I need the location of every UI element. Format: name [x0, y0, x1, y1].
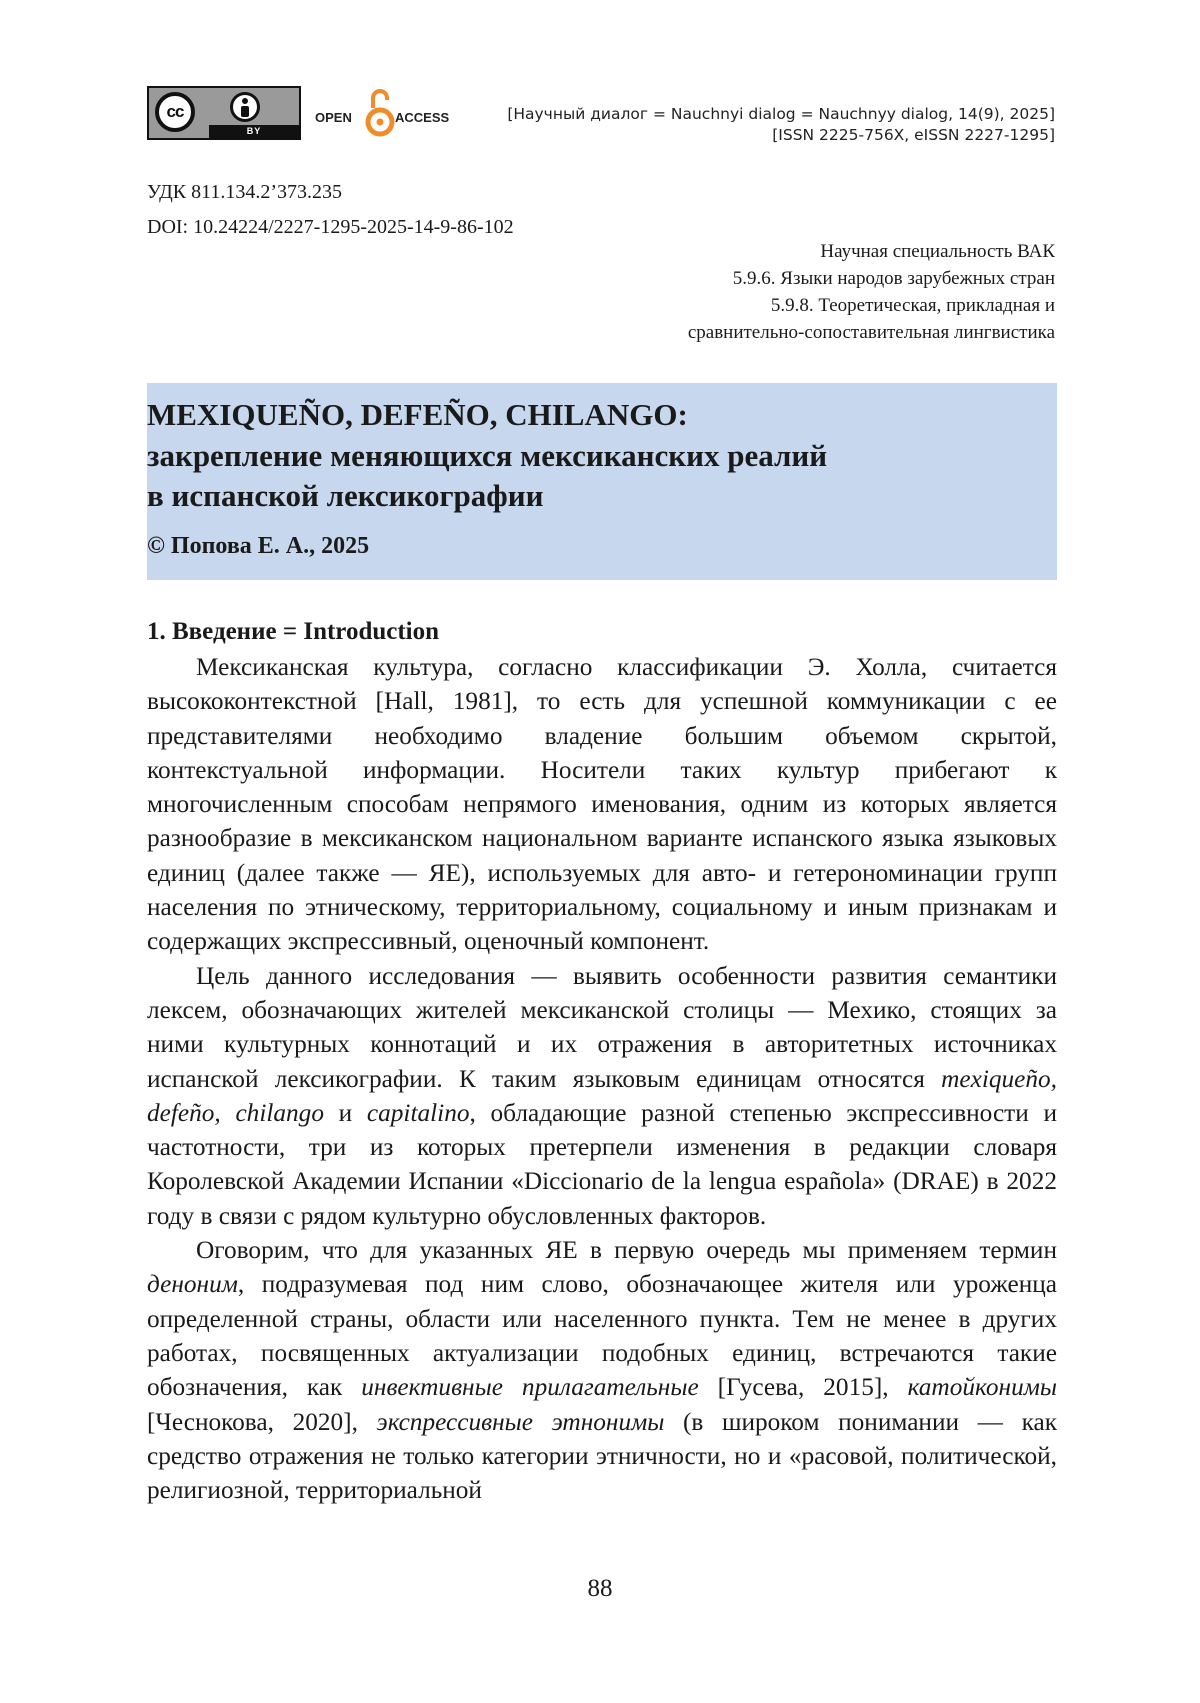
paragraph: Цель данного исследования — выявить особенности развития семантики лексем, обозначающих жителей мексиканской столицы — Мехико, стоящих за ними культурных коннотаций и их отражения в авторитетных источниках испанской лексикографии. К таким языковым единицам относятся mexiqueño, defeño, chilango и capitalino, обладающие разной степенью экспрессивности и частотности, три из которых претерпели изменения в редакции словаря Королевской Академии Испании «Diccionario de la lengua española» (DRAE) в 2022 году в связи с рядом культурно обусловленных факторов.	[147, 961, 1058, 1230]
open-lock-icon	[365, 86, 395, 138]
open-access-access-text: ACCESS	[395, 110, 450, 125]
cc-by-license-icon[interactable]	[147, 86, 301, 140]
article-body	[147, 650, 1057, 1507]
journal-citation	[507, 104, 1055, 146]
page-number: 88	[587, 1575, 613, 1602]
vak-line: 5.9.6. Языки народов зарубежных стран	[732, 268, 1055, 289]
title-block	[147, 383, 1057, 580]
journal-citation-line: [Научный диалог = Nauchnyi dialog = Nauchnyy dialog, 14(9), 2025]	[507, 105, 1055, 123]
vak-line: Научная специальность ВАК	[820, 241, 1055, 262]
paragraph: Мексиканская культура, согласно классификации Э. Холла, считается высококонтекстной [Hall, 1981], то есть для успешной коммуникации с ее представителями необходимо владение большим объемом скрытой, контекстуальной информации. Носители таких культур прибегают к многочисленным способам непрямого именования, одним из которых является разнообразие в мексиканском национальном варианте испанского языка языковых единиц (далее также — ЯЕ), используемых для авто- и гетерономинации групп населения по этническому, территориальному, социальному и иным признакам и содержащих экспрессивный, оценочный компонент.	[147, 653, 1057, 956]
section-heading: 1. Введение = Introduction	[147, 618, 440, 645]
vak-specialty	[688, 238, 1055, 346]
article-title-line: в испанской лексикографии	[147, 478, 544, 513]
open-access-logo[interactable]	[315, 86, 465, 138]
article-title-line: закрепление меняющихся мексиканских реалий	[147, 438, 828, 473]
udk-code: УДК 811.134.2’373.235	[147, 181, 343, 203]
article-title-line: MEXIQUEÑO, DEFEÑO, CHILANGO:	[147, 397, 688, 432]
vak-line: 5.9.8. Теоретическая, прикладная и	[770, 295, 1055, 316]
cc-icon: cc	[155, 92, 195, 132]
paragraph: Оговорим, что для указанных ЯЕ в первую очередь мы применяем термин деноним, подразумевая под ним слово, обозначающее жителя или уроженца определенной страны, области или населенного пункта. Тем не менее в других работах, посвященных актуализации подобных единиц, встречаются такие обозначения, как инвективные прилагательные [Гусева, 2015], катойконимы [Чеснокова, 2020], экспрессивные этнонимы (в широком понимании — как средство отражения не только категории этничности, но и «расовой, политической, религиозной, территориальной	[147, 1236, 1057, 1505]
doi[interactable]: DOI: 10.24224/2227-1295-2025-14-9-86-102	[147, 216, 514, 238]
attribution-icon	[230, 92, 260, 122]
author-copyright: © Попова Е. А., 2025	[147, 533, 370, 559]
journal-issn-line: [ISSN 2225-756X, eISSN 2227-1295]	[772, 126, 1055, 144]
open-access-open-text: OPEN	[315, 110, 352, 125]
article-meta	[147, 175, 514, 245]
vak-line: сравнительно-сопоставительная лингвистика	[687, 322, 1055, 343]
license-label: BY	[209, 125, 299, 138]
